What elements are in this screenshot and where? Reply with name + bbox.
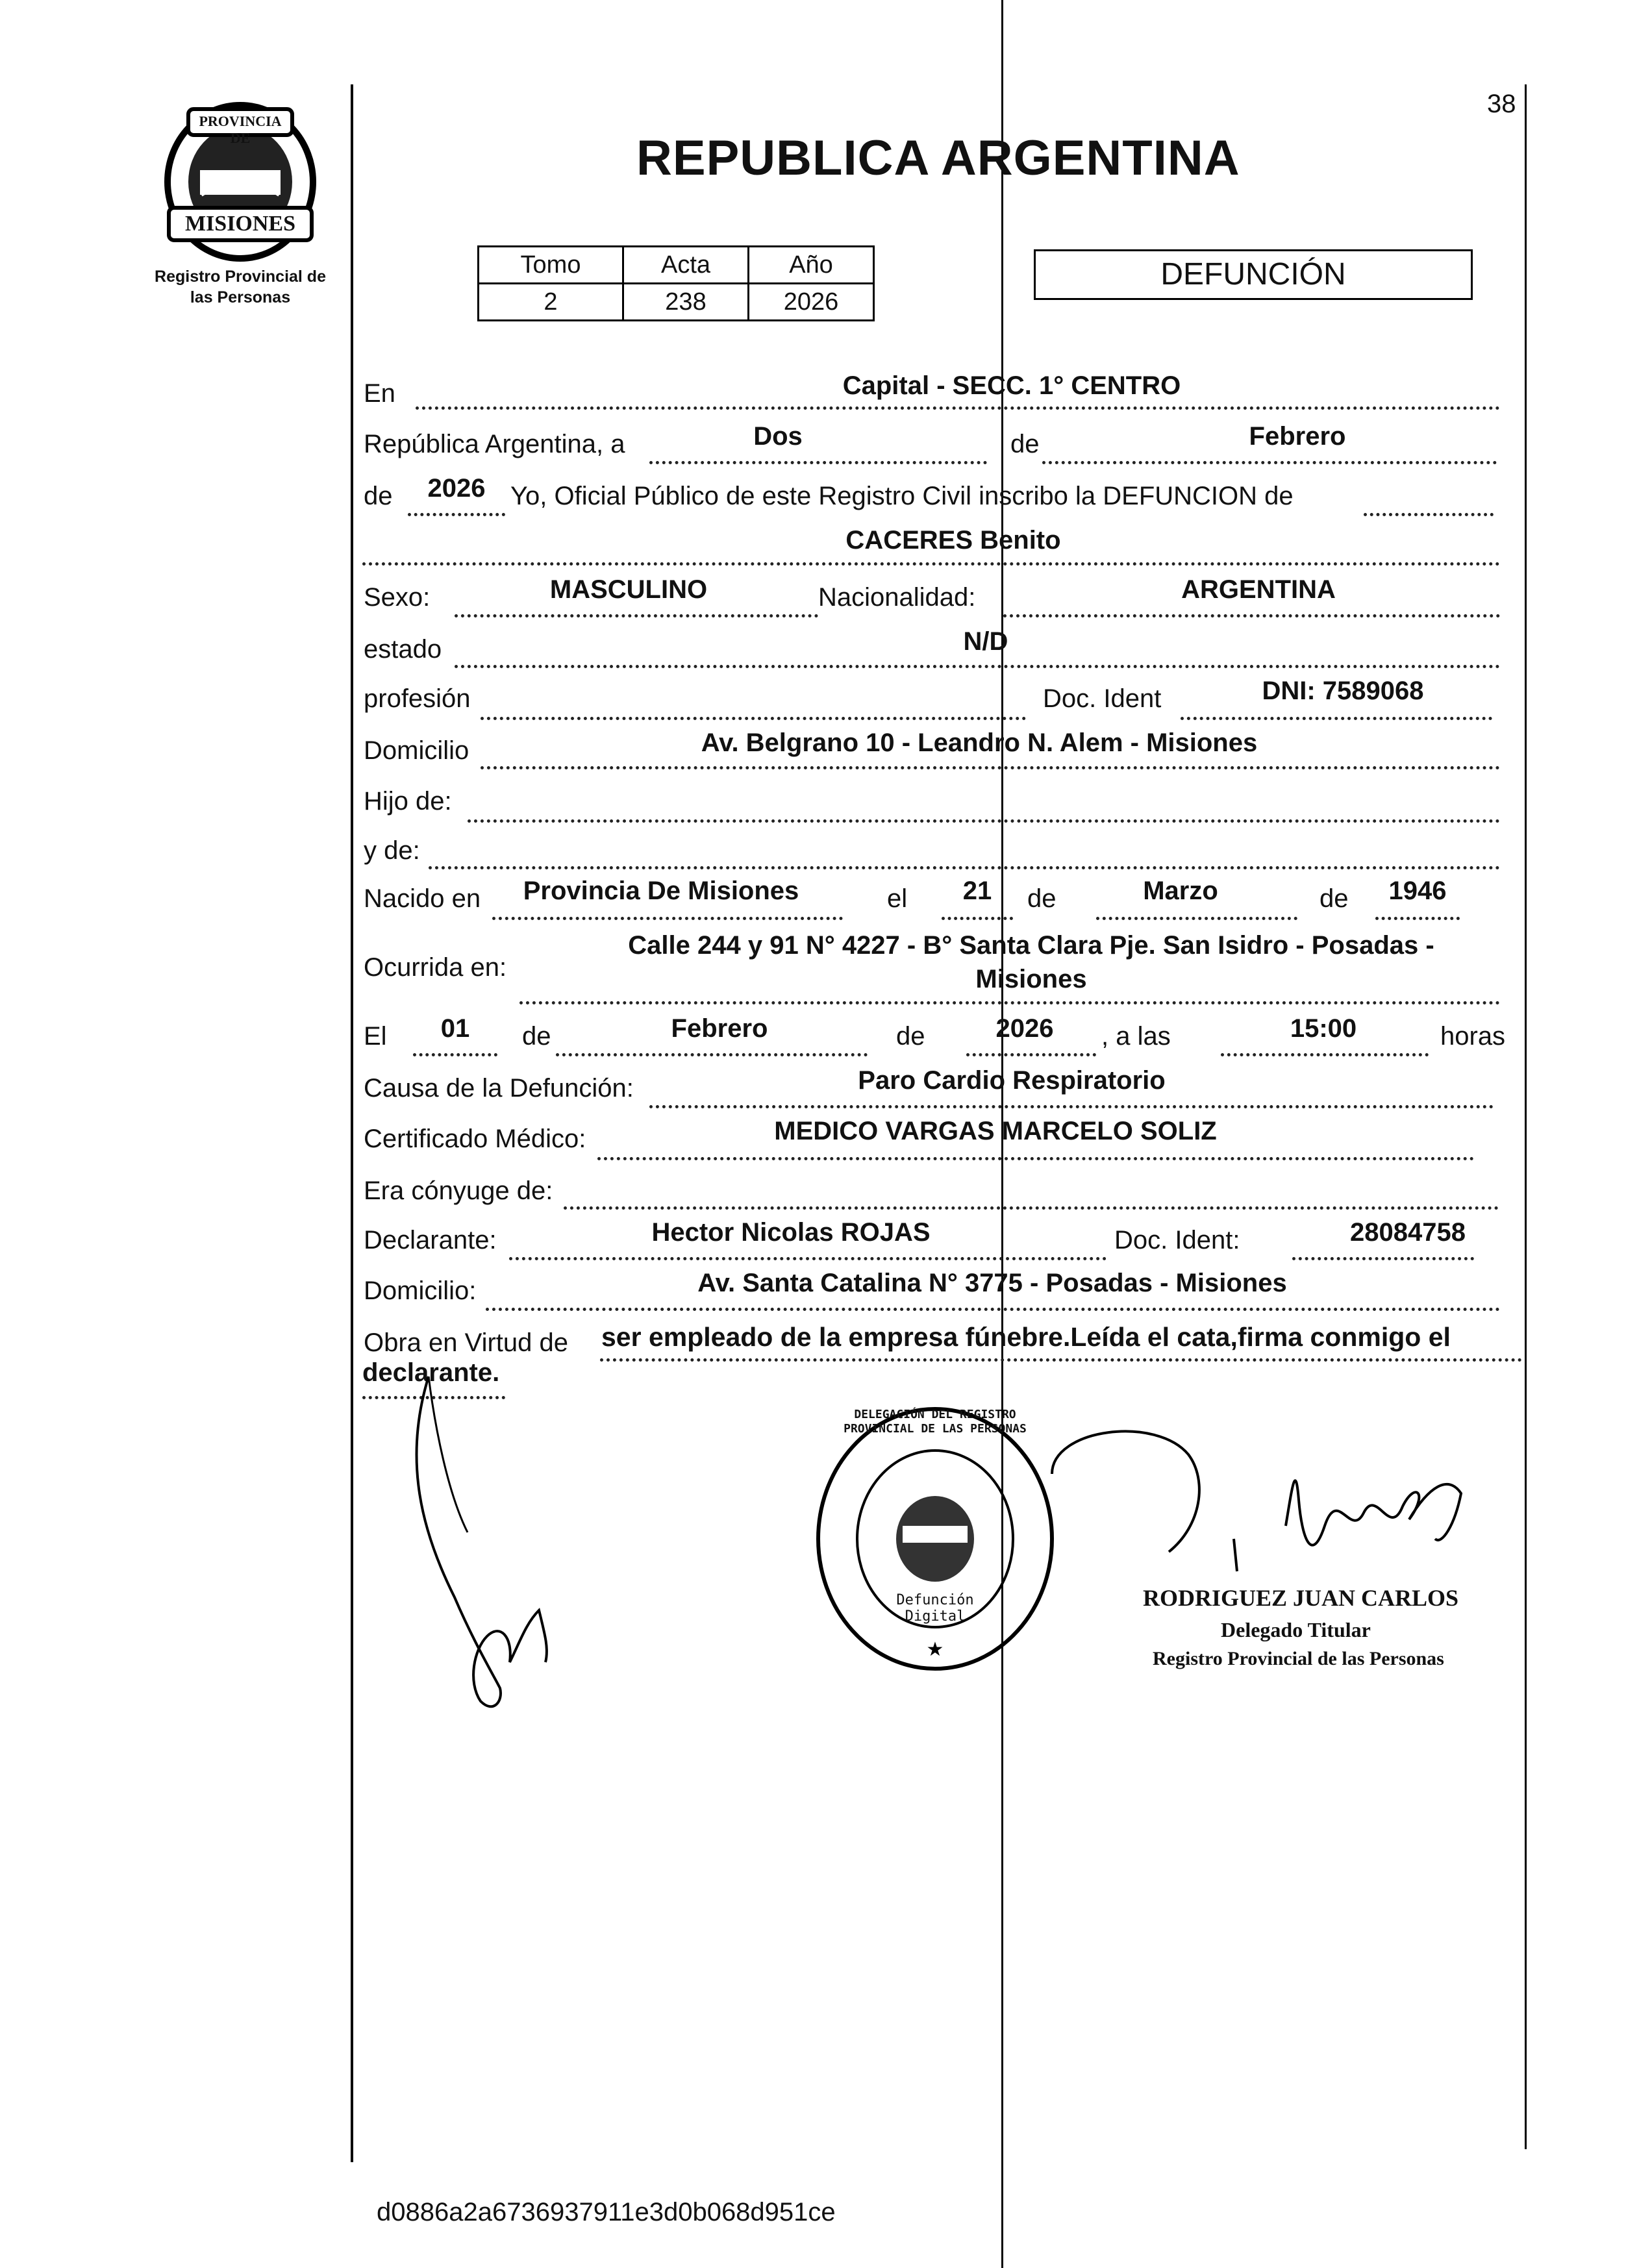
domicilio-dotted-line [481,766,1500,769]
birth-day-dotted-line [942,917,1013,920]
registry-label-line2: las Personas [190,288,291,306]
document-type-box: DEFUNCIÓN [1034,249,1473,300]
day-value: Dos [753,422,803,451]
declarante-dotted-line [509,1257,1107,1260]
document-title: REPUBLICA ARGENTINA [636,131,1240,186]
obra-label: Obra en Virtud de [364,1328,569,1357]
row-domicilio2 [362,1269,1501,1308]
death-month-value: Febrero [671,1014,768,1043]
yde-dotted-line [429,866,1500,869]
certificado-dotted-line [597,1157,1474,1160]
obra-value-line1: ser empleado de la empresa fúnebre.Leída el cata,firma conmigo el [601,1322,1451,1352]
conyuge-dotted-line [564,1206,1499,1210]
de-label6: de [896,1022,925,1051]
birth-month-dotted-line [1096,917,1297,920]
right-margin-line [1525,84,1527,2149]
month-value: Febrero [1249,422,1346,451]
nacido-value: Provincia De Misiones [523,877,799,905]
declarante-doc-dotted-line [1292,1257,1474,1260]
day-dotted-line [649,461,987,464]
row-deceased-name [362,526,1501,565]
hijo-dotted-line [468,819,1500,823]
row-oficial [362,474,1501,513]
domicilio2-label: Domicilio: [364,1277,477,1305]
record-header-tomo: Tomo [479,247,623,284]
row-nacido [362,877,1501,916]
causa-value: Paro Cardio Respiratorio [858,1066,1166,1095]
row-yde [362,829,1501,867]
month-dotted-line [1042,461,1497,464]
nacionalidad-dotted-line [1003,614,1500,617]
death-time-value: 15:00 [1290,1014,1357,1043]
domicilio-label: Domicilio [364,736,469,765]
horas-label: horas [1440,1022,1506,1051]
stamp-ring-text: DELEGACIÓN DEL REGISTRO PROVINCIAL DE LAS PERSONAS [844,1408,1027,1436]
row-certificado [362,1117,1501,1156]
death-day-value: 01 [440,1014,470,1043]
de-label4: de [1320,884,1349,913]
declarante-label: Declarante: [364,1226,497,1254]
row-sexo [362,575,1501,614]
death-year-dotted-line [966,1053,1096,1056]
row-estado [362,627,1501,666]
nacido-label: Nacido en [364,884,481,913]
nacido-dotted-line [492,917,843,920]
de-label: de [1010,430,1040,458]
row-conyuge [362,1169,1501,1208]
el2-label: El [364,1022,387,1051]
de-label3: de [1027,884,1057,913]
row-death-date [362,1014,1506,1053]
obra-dotted-line [600,1358,1522,1362]
en-dotted-line [416,406,1500,410]
domicilio2-dotted-line [486,1308,1500,1311]
doc-ident-value: DNI: 7589068 [1262,677,1424,705]
oficial-tail-dotted-line [1364,513,1494,516]
row-declarante [362,1218,1501,1257]
deceased-name-value: CACERES Benito [845,526,1061,555]
official-text: Yo, Oficial Público de este Registro Civil inscribo la DEFUNCION de [510,482,1294,510]
sexo-value: MASCULINO [549,575,708,604]
document-hash: d0886a2a6736937911e3d0b068d951ce [377,2198,836,2226]
seal-text-top: PROVINCIA DE [199,113,282,146]
doc-ident-dotted-line [1181,717,1492,720]
yde-label: y de: [364,836,420,865]
obra-value-line2: declarante. [362,1358,500,1387]
ocurrida-line2: Misiones [975,965,1087,993]
record-value-tomo: 2 [479,284,623,321]
year-value: 2026 [427,474,486,503]
death-month-dotted-line [556,1053,868,1056]
de-label5: de [522,1022,551,1051]
en-label: En [364,379,395,408]
declarante-value: Hector Nicolas ROJAS [651,1218,931,1247]
officer-name: RODRIGUEZ JUAN CARLOS [1143,1585,1459,1611]
ocurrida-label: Ocurrida en: [364,953,507,982]
domicilio-value: Av. Belgrano 10 - Leandro N. Alem - Misiones [701,729,1258,757]
estado-value: N/D [963,627,1008,656]
certificado-value: MEDICO VARGAS MARCELO SOLIZ [774,1117,1217,1145]
estado-dotted-line [455,665,1500,668]
certificado-label: Certificado Médico: [364,1125,586,1153]
domicilio2-value: Av. Santa Catalina N° 3775 - Posadas - Misiones [697,1269,1287,1297]
doc-ident-label: Doc. Ident [1043,684,1162,713]
deceased-dotted-line [362,562,1500,566]
record-table [477,245,875,321]
estado-label: estado [364,635,442,664]
el-label: el [887,884,908,913]
de-label2: de [364,482,393,510]
sexo-label: Sexo: [364,583,431,612]
record-table-header-row [479,247,874,284]
nacionalidad-value: ARGENTINA [1181,575,1336,604]
death-time-dotted-line [1221,1053,1429,1056]
death-year-value: 2026 [995,1014,1054,1043]
row-republica [362,422,1501,461]
record-table-value-row [479,284,874,321]
causa-dotted-line [649,1105,1494,1108]
republica-label: República Argentina, a [364,430,625,458]
en-value: Capital - SECC. 1° CENTRO [842,371,1181,400]
registry-label [123,266,357,308]
officer-signature [1039,1409,1494,1604]
causa-label: Causa de la Defunción: [364,1074,634,1103]
birth-day-value: 21 [962,877,992,905]
profesion-dotted-line [481,717,1026,720]
sexo-dotted-line [455,614,818,617]
row-causa [362,1066,1501,1105]
birth-year-value: 1946 [1388,877,1447,905]
birth-month-value: Marzo [1143,877,1218,905]
page-number: 38 [1487,90,1516,118]
record-header-anio: Año [749,247,874,284]
ocurrida-dotted-line [519,1001,1500,1004]
row-en [362,371,1501,410]
profesion-label: profesión [364,684,471,713]
declarant-signature [390,1364,597,1727]
record-header-acta: Acta [623,247,749,284]
registry-label-line1: Registro Provincial de [155,268,326,286]
svg-text:★: ★ [926,1639,944,1660]
stamp-center-text: Defunción Digital [896,1592,974,1625]
seal-text-bottom: MISIONES [184,212,296,236]
ocurrida-line1: Calle 244 y 91 N° 4227 - B° Santa Clara Pje. San Isidro - Posadas - [628,931,1434,960]
officer-office: Registro Provincial de las Personas [1153,1648,1444,1669]
record-value-anio: 2026 [749,284,874,321]
left-margin-line [351,84,353,2162]
official-stamp [812,1402,1058,1675]
row-profesion [362,677,1501,716]
death-day-dotted-line [413,1053,497,1056]
declarante-doc-value: 28084758 [1350,1218,1466,1247]
province-seal-logo [156,97,325,266]
officer-role: Delegado Titular [1221,1618,1371,1641]
row-hijo [362,779,1501,818]
nacionalidad-label: Nacionalidad: [818,583,976,612]
hijo-label: Hijo de: [364,787,452,816]
row-domicilio [362,729,1501,767]
alas-label: , a las [1101,1022,1171,1051]
record-value-acta: 238 [623,284,749,321]
year-dotted-line [408,513,505,516]
row-ocurrida [362,926,1501,1010]
declarante-doc-label: Doc. Ident: [1114,1226,1240,1254]
conyuge-label: Era cónyuge de: [364,1177,553,1205]
birth-year-dotted-line [1375,917,1460,920]
